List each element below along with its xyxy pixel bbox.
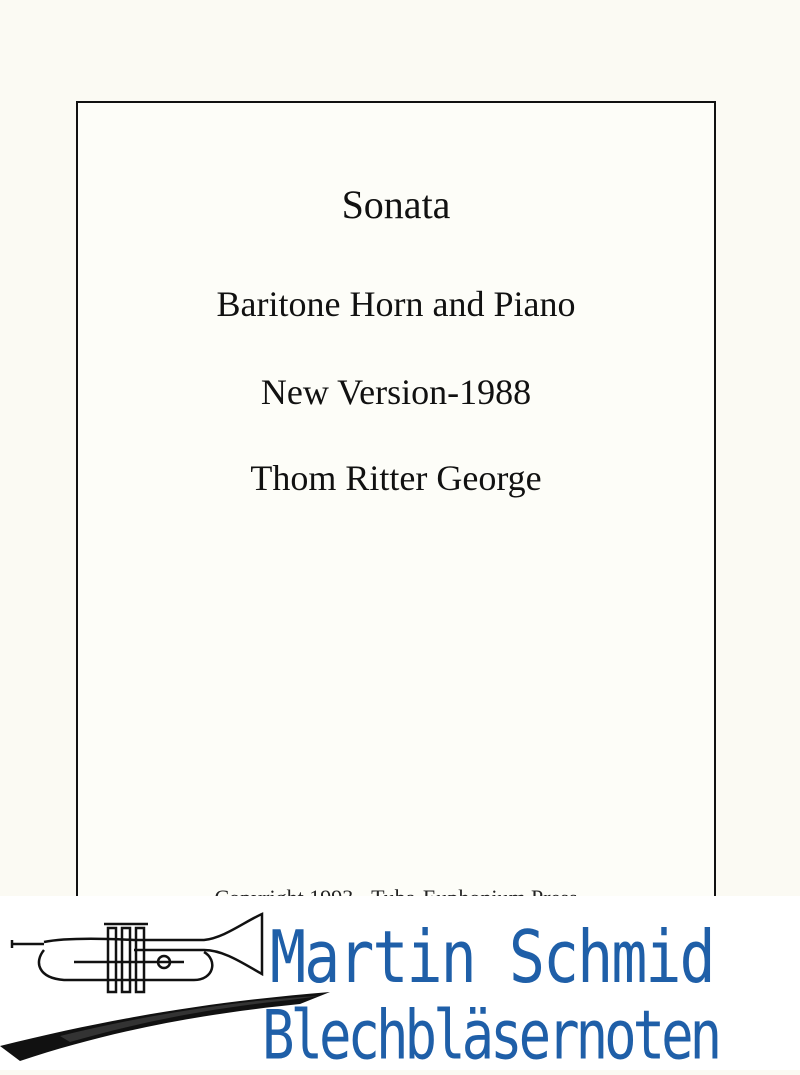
- composer: Thom Ritter George: [250, 458, 542, 498]
- watermark-subtitle: Blechbläsernoten: [262, 996, 719, 1075]
- trumpet-icon: [4, 902, 274, 1012]
- watermark: [0, 896, 800, 1075]
- instrumentation: Baritone Horn and Piano: [216, 284, 576, 324]
- cover-frame: [76, 101, 716, 981]
- sonata-title: Sonata: [341, 182, 451, 227]
- version: New Version-1988: [260, 372, 532, 412]
- watermark-name: Martin Schmid: [270, 916, 714, 1000]
